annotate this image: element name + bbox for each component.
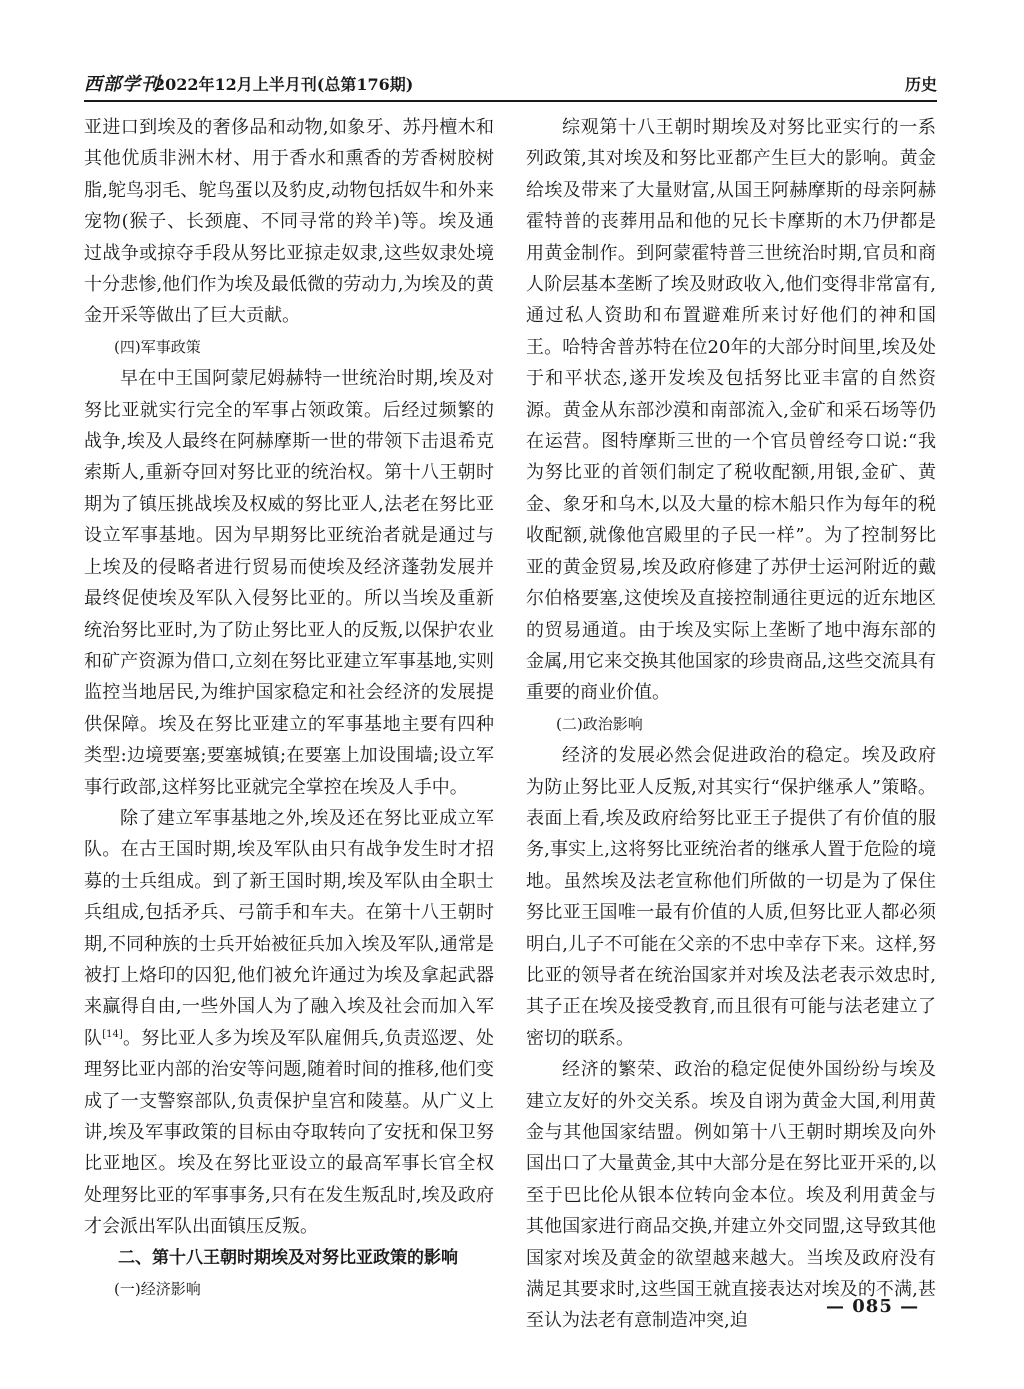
citation-ref[interactable]: [14] (102, 1028, 123, 1040)
section-heading: 二、第十八王朝时期埃及对努比亚政策的影响 (118, 1247, 458, 1268)
paragraph: 亚进口到埃及的奢侈品和动物,如象牙、苏丹檀木和其他优质非洲木材、用于香水和熏香的芳香树胶树脂,鸵鸟羽毛、鸵鸟蛋以及豹皮,动物包括奴牛和外来宠物(猴子、长颈鹿、不同寻常的羚羊)等。埃及通过战争或掠夺手段从努比亚掠走奴隶,这些奴隶处境十分悲惨,他们作为埃及最低微的劳动力,为埃及的黄金开采等做出了巨大贡献。 (84, 117, 494, 327)
subheading-political-impact: (二)政治影响 (556, 714, 643, 733)
page-number: — 085 — (826, 1296, 920, 1317)
paragraph-text: 。努比亚人多为埃及军队雇佣兵,负责巡逻、处理努比亚内部的治安等问题,随着时间的推移,他们变成了一支警察部队,负责保护皇宫和陵墓。从广义上讲,埃及军事政策的目标由夺取转向了安抚和保卫努比亚地区。埃及在努比亚设立的最高军事长官全权处理努比亚的军事事务,只有在发生叛乱时,埃及政府才会派出军队出面镇压反叛。 (84, 1027, 494, 1238)
running-header (84, 66, 937, 102)
left-column (84, 112, 494, 1299)
paragraph: 综观第十八王朝时期埃及对努比亚实行的一系列政策,其对埃及和努比亚都产生巨大的影响。黄金给埃及带来了大量财富,从国王阿赫摩斯的母亲阿赫霍特普的丧葬用品和他的兄长卡摩斯的木乃伊都是用黄金制作。到阿蒙霍特普三世统治时期,官员和商人阶层基本垄断了埃及财政收入,他们变得非常富有,通过私人资助和布置避难所来讨好他们的神和国王。哈特舍普苏特在位20年的大部分时间里,埃及处于和平状态,遂开发埃及包括努比亚丰富的自然资源。黄金从东部沙漠和南部流入,金矿和采石场等仍在运营。图特摩斯三世的一个官员曾经夸口说:“我为努比亚的首领们制定了税收配额,用银,金矿、黄金、象牙和乌木,以及大量的棕木船只作为每年的税收配额,就像他宫殿里的子民一样”。为了控制努比亚的黄金贸易,埃及政府修建了苏伊士运河附近的戴尔伯格要塞,这使埃及直接控制通往更远的近东地区的贸易通道。由于埃及实际上垄断了地中海东部的金属,用它来交换其他国家的珍贵商品,这些交流具有重要的商业价值。 (526, 117, 936, 704)
paragraph: 经济的发展必然会促进政治的稳定。埃及政府为防止努比亚人反叛,对其实行“保护继承人”策略。表面上看,埃及政府给努比亚王子提供了有价值的服务,事实上,这将努比亚统治者的继承人置于危险的境地。虽然埃及法老宣称他们所做的一切是为了保住努比亚王国唯一最有价值的人质,但努比亚人都必须明白,儿子不可能在父亲的不忠中幸存下来。这样,努比亚的领导者在统治国家并对埃及法老表示效忠时,其子正在埃及接受教育,而且很有可能与法老建立了密切的联系。 (526, 745, 936, 1049)
paragraph: 早在中王国阿蒙尼姆赫特一世统治时期,埃及对努比亚就实行完全的军事占领政策。后经过频繁的战争,埃及人最终在阿赫摩斯一世的带领下击退希克索斯人,重新夺回对努比亚的统治权。第十八王朝时期为了镇压挑战埃及权威的努比亚人,法老在努比亚设立军事基地。因为早期努比亚统治者就是通过与上埃及的侵略者进行贸易而使埃及经济蓬勃发展并最终促使埃及军队入侵努比亚的。所以当埃及重新统治努比亚时,为了防止努比亚人的反叛,以保护农业和矿产资源为借口,立刻在努比亚建立军事基地,实则监控当地居民,为维护国家稳定和社会经济的发展提供保障。埃及在努比亚建立的军事基地主要有四种类型:边境要塞;要塞城镇;在要塞上加设围墙;设立军事行政部,这样努比亚就完全掌控在埃及人手中。 (84, 368, 494, 798)
paragraph (84, 803, 494, 1243)
paragraph-text: 除了建立军事基地之外,埃及还在努比亚成立军队。在古王国时期,埃及军队由只有战争发生时才招募的士兵组成。到了新王国时期,埃及军队由全职士兵组成,包括矛兵、弓箭手和车夫。在第十八王朝时期,不同种族的士兵开始被征兵加入埃及军队,通常是被打上烙印的囚犯,他们被允许通过为埃及拿起武器来赢得自由,一些外国人为了融入埃及社会而加入军队 (84, 807, 494, 1049)
journal-issue: 2022年12月上半月刊(总第176期) (154, 75, 414, 94)
subheading-military-policy: (四)军事政策 (114, 337, 201, 356)
section-name: 历史 (904, 75, 937, 94)
subheading-economic-impact: (一)经济影响 (114, 1280, 201, 1299)
paragraph: 经济的繁荣、政治的稳定促使外国纷纷与埃及建立友好的外交关系。埃及自诩为黄金大国,利用黄金与其他国家结盟。例如第十八王朝时期埃及向外国出口了大量黄金,其中大部分是在努比亚开采的,以至于巴比伦从银本位转向金本位。埃及利用黄金与其他国家进行商品交换,并建立外交同盟,这导致其他国家对埃及黄金的欲望越来越大。当埃及政府没有满足其要求时,这些国王就直接表达对埃及的不满,甚至认为法老有意制造冲突,迫 (526, 1059, 936, 1332)
journal-logo: 西部学刊 (84, 74, 160, 95)
